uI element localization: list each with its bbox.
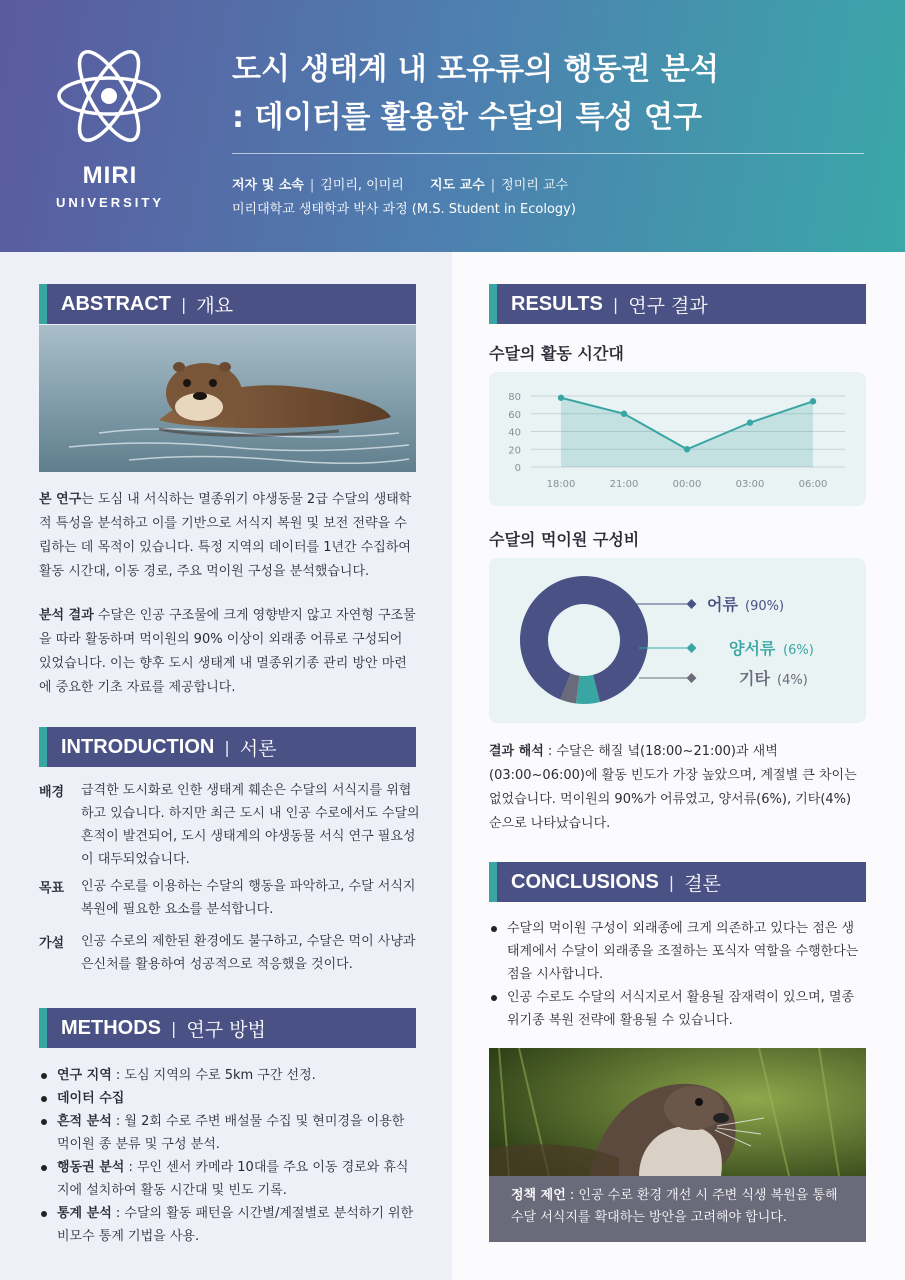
diet-value-label: (4%): [777, 673, 808, 688]
results-heading-ko: 연구 결과: [628, 294, 708, 317]
y-tick-label: 60: [508, 409, 521, 421]
methods-item-text: : 도심 지역의 수로 5km 구간 선정.: [111, 1068, 316, 1083]
authors-label: 저자 및 소속: [232, 178, 304, 193]
methods-item: [39, 1087, 416, 1110]
diet-label: 어류: [707, 595, 738, 614]
authors-names: 김미리, 이미리: [320, 178, 404, 193]
methods-item-lead: 통계 분석: [57, 1206, 112, 1221]
diet-label: 양서류: [729, 639, 776, 658]
methods-item: [39, 1110, 416, 1156]
y-tick-label: 40: [508, 427, 521, 439]
diet-label: 기타: [739, 669, 770, 688]
methods-heading: METHODS | 연구 방법: [39, 1008, 416, 1048]
abstract-heading-ko: 개요: [196, 294, 234, 317]
methods-item-lead: 행동권 분석: [57, 1160, 125, 1175]
intro-term-hypothesis: 가설: [39, 936, 65, 951]
methods-item-text: : 무인 센서 카메라 10대를 주요 이동 경로와 휴식지에 설치하여 활동 시간대 및 빈도 기록.: [57, 1160, 409, 1198]
university-logo-sub: UNIVERSITY: [55, 195, 164, 210]
x-tick-label: 18:00: [546, 479, 576, 490]
x-tick-label: 06:00: [798, 479, 828, 490]
methods-item-text: : 수달의 활동 패턴을 시간별/계절별로 분석하기 위한 비모수 통계 기법을 사용.: [57, 1206, 414, 1244]
y-tick-label: 0: [514, 463, 521, 474]
methods-item-lead: 연구 지역: [57, 1068, 112, 1083]
poster-title-line2: : 데이터를 활용한 수달의 특성 연구: [232, 100, 702, 135]
introduction-heading-en: INTRODUCTION: [61, 735, 215, 758]
intro-body-hypothesis: 인공 수로의 제한된 환경에도 불구하고, 수달은 먹이 사냥과 은신처를 활용하여 성공적으로 적응했을 것이다.: [81, 934, 416, 972]
otter-swimming-photo: [39, 325, 416, 472]
abstract-p2-lead: 분석 결과: [39, 608, 94, 623]
atom-logo-icon: [55, 42, 163, 150]
x-tick-label: 03:00: [735, 479, 765, 490]
results-interpretation: [489, 740, 866, 836]
authors-line: 저자 및 소속 | 김미리, 이미리 지도 교수 | 정미리 교수: [232, 178, 569, 193]
y-tick-label: 80: [508, 392, 521, 403]
methods-list: [39, 1064, 416, 1248]
leader-marker: [687, 599, 697, 609]
methods-heading-en: METHODS: [61, 1016, 161, 1039]
methods-heading-ko: 연구 방법: [186, 1018, 266, 1041]
abstract-paragraph-2: [39, 604, 416, 700]
diet-value-label: (90%): [745, 599, 785, 614]
advisor-label: 지도 교수: [430, 178, 485, 193]
activity-point: [684, 446, 690, 452]
intro-term-goal: 목표: [39, 881, 65, 896]
methods-item: [39, 1064, 416, 1087]
results-heading: RESULTS | 연구 결과: [489, 284, 866, 324]
diet-chart-panel: [489, 558, 866, 723]
conclusions-heading-en: CONCLUSIONS: [511, 870, 659, 893]
advisor-name: 정미리 교수: [501, 178, 569, 193]
university-logo-name: MIRI: [82, 162, 138, 189]
methods-item-lead: 데이터 수집: [57, 1091, 125, 1106]
activity-chart-panel: [489, 372, 866, 506]
leader-marker: [687, 643, 697, 653]
methods-item: [39, 1156, 416, 1202]
activity-point: [747, 419, 753, 425]
poster-header: [0, 0, 905, 252]
policy-text: : 인공 수로 환경 개선 시 주변 식생 복원을 통해 수달 서식지를 확대하는 방안을 고려해야 합니다.: [511, 1188, 838, 1225]
conclusion-item: 수달의 먹이원 구성이 외래종에 크게 의존하고 있다는 점은 생태계에서 수달이 외래종을 조절하는 포식자 역할을 수행한다는 점을 시사합니다.: [489, 917, 866, 986]
abstract-p1-lead: 본 연구: [39, 492, 82, 507]
policy-lead: 정책 제언: [511, 1188, 566, 1203]
conclusions-heading: CONCLUSIONS | 결론: [489, 862, 866, 902]
title-divider: [232, 153, 864, 154]
activity-point: [810, 398, 816, 404]
poster-title-line1: 도시 생태계 내 포유류의 행동권 분석: [232, 52, 719, 87]
intro-body-background: 급격한 도시화로 인한 생태계 훼손은 수달의 서식지를 위협하고 있습니다. 하지만 최근 도시 내 인공 수로에서도 수달의 흔적이 발견되어, 도시 생태계의 야생동물 서식 연구 필요성이 대두되었습니다.: [81, 783, 420, 867]
interpretation-text: : 수달은 해질 녘(18:00~21:00)과 새벽(03:00~06:00)에 활동 빈도가 가장 높았으며, 계절별 큰 차이는 없었습니다. 먹이원의 90%가 어류였고, 양서류(6%), 기타(4%) 순으로 나타났습니다.: [489, 744, 857, 831]
interpretation-lead: 결과 해석: [489, 744, 544, 759]
results-heading-en: RESULTS: [511, 292, 603, 315]
x-tick-label: 21:00: [609, 479, 639, 490]
methods-item: [39, 1202, 416, 1248]
abstract-p2-text: 수달은 인공 구조물에 크게 영향받지 않고 자연형 구조물을 따라 활동하며 먹이원의 90% 이상이 외래종 어류로 구성되어 있었습니다. 이는 향후 도시 생태계 내 멸종위기종 관리 방안 마련에 중요한 기초 자료를 제공합니다.: [39, 608, 416, 695]
activity-line-chart: [489, 372, 866, 506]
methods-item-text: : 월 2회 수로 주변 배설물 수집 및 현미경을 이용한 먹이원 종 분류 및 구성 분석.: [57, 1114, 405, 1152]
methods-item-lead: 흔적 분석: [57, 1114, 112, 1129]
diet-value-label: (6%): [783, 643, 814, 658]
conclusion-item: 인공 수로도 수달의 서식지로서 활용될 잠재력이 있으며, 멸종위기종 복원 전략에 활용될 수 있습니다.: [489, 986, 866, 1032]
x-tick-label: 00:00: [672, 479, 702, 490]
abstract-p1-text: 는 도심 내 서식하는 멸종위기 야생동물 2급 수달의 생태학적 특성을 분석하고 이를 기반으로 서식지 복원 및 보전 전략을 수립하는 데 목적이 있습니다. 특정 지역의 데이터를 1년간 수집하여 활동 시간대, 이동 경로, 주요 먹이원 구성을 분석했습니다.: [39, 492, 412, 579]
diet-donut-chart: [489, 558, 866, 723]
activity-chart-title: 수달의 활동 시간대: [489, 344, 624, 363]
introduction-heading-ko: 서론: [239, 737, 277, 760]
conclusions-heading-ko: 결론: [684, 872, 721, 895]
policy-suggestion: [489, 1176, 866, 1242]
abstract-paragraph-1: [39, 488, 416, 584]
activity-point: [558, 395, 564, 401]
intro-body-goal: 인공 수로를 이용하는 수달의 행동을 파악하고, 수달 서식지 복원에 필요한 요소를 분석합니다.: [81, 879, 416, 917]
abstract-heading-en: ABSTRACT: [61, 292, 171, 315]
introduction-heading: INTRODUCTION | 서론: [39, 727, 416, 767]
diet-chart-title: 수달의 먹이원 구성비: [489, 530, 640, 549]
y-tick-label: 20: [508, 445, 521, 457]
affiliation: 미리대학교 생태학과 박사 과정 (M.S. Student in Ecology): [232, 202, 576, 217]
otter-closeup-photo: [489, 1048, 866, 1176]
conclusions-list: [489, 917, 866, 1032]
abstract-heading: ABSTRACT | 개요: [39, 284, 416, 324]
leader-marker: [687, 673, 697, 683]
activity-point: [621, 411, 627, 417]
intro-term-background: 배경: [39, 785, 65, 800]
